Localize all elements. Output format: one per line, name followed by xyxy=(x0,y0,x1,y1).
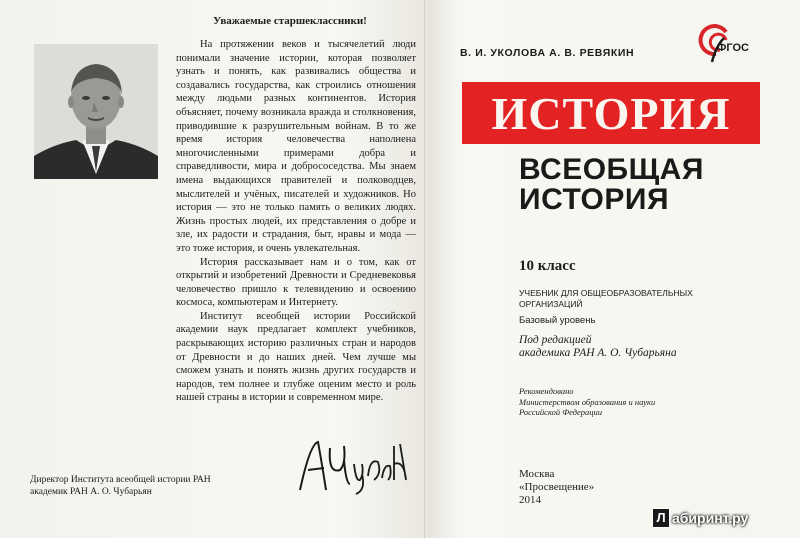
title-band xyxy=(462,82,760,144)
book-title: ИСТОРИЯ xyxy=(491,87,731,139)
preface-paragraph-3: Институт всеобщей истории Российской академии наук предлагает комплект учебников, раскрывающих историю различных стран и народов от Древности и до наших дней. Чем лучше мы сможем узнать и понять жизнь других государств и народов, тем полнее и глубже оценим место и роль нашей страны в истории и современном мире. xyxy=(176,310,416,404)
recommend-line-2: Министерством образования и науки xyxy=(519,396,656,407)
imprint-year: 2014 xyxy=(519,494,541,506)
authors: В. И. УКОЛОВА А. В. РЕВЯКИН xyxy=(460,47,635,59)
handwritten-signature xyxy=(296,434,414,498)
right-page xyxy=(428,0,800,538)
recommendation-block xyxy=(519,386,739,418)
book-subtitle xyxy=(519,155,759,215)
preface-heading: Уважаемые старшеклассники! xyxy=(213,15,367,27)
editor-line-2: академика РАН А. О. Чубарьяна xyxy=(519,347,677,359)
subtitle-line-2: ИСТОРИЯ xyxy=(519,183,670,216)
recommend-line-1: Рекомендовано xyxy=(519,386,574,396)
imprint-city: Москва xyxy=(519,468,555,480)
grade-label: 10 класс xyxy=(519,258,576,274)
level-label: Базовый уровень xyxy=(519,315,596,326)
editor-line-1: Под редакцией xyxy=(519,334,592,346)
recommend-line-3: Российской Федерации xyxy=(519,407,603,417)
book-kind-line-1: УЧЕБНИК ДЛЯ ОБЩЕОБРАЗОВАТЕЛЬНЫХ xyxy=(519,288,693,298)
book-kind xyxy=(519,288,739,310)
subtitle-line-1: ВСЕОБЩАЯ xyxy=(519,153,704,186)
author-portrait xyxy=(34,44,158,179)
fgos-logo-text: ФГОС xyxy=(717,42,749,54)
signatory-block xyxy=(30,474,280,498)
imprint-publisher: «Просвещение» xyxy=(519,481,595,493)
preface-paragraph-1: На протяжении веков и тысячелетий люди понимали значение истории, которая позволяет узнать и понять, как развивались общества и создавались государства, как строились отношения между людьми разных континентов. История объясняет, почему возникала вражда и столкновения, приводившие к разрушительным войнам. В то же время история человечества наполнена многочисленными примерами добра и справедливости, мира и добрососедства. Мы знаем имена выдающихся правителей и полководцев, мыслителей и учёных, писателей и художников. Но история — это не только память о великих людях. Жизнь простых людей, их представления о добре и зле, их радости и страдания, быт, нравы и мода — это тоже история, и очень увлекательная. xyxy=(176,39,416,254)
watermark-initial: Л xyxy=(652,508,670,528)
preface-text xyxy=(176,38,416,405)
imprint-block xyxy=(519,468,719,507)
labirint-watermark xyxy=(652,507,792,529)
signatory-title: Директор Института всеобщей истории РАН xyxy=(30,475,211,485)
watermark-text: абиринт.ру xyxy=(672,510,749,526)
preface-paragraph-2: История рассказывает нам и о том, как от открытий и изобретений Древности и Средневековья человечество пришло к телевидению и освоению космоса, компьютерам и Интернету. xyxy=(176,256,416,309)
book-kind-line-2: ОРГАНИЗАЦИЙ xyxy=(519,299,583,309)
editor-block xyxy=(519,334,739,360)
signatory-name: академик РАН А. О. Чубарьян xyxy=(30,487,152,497)
